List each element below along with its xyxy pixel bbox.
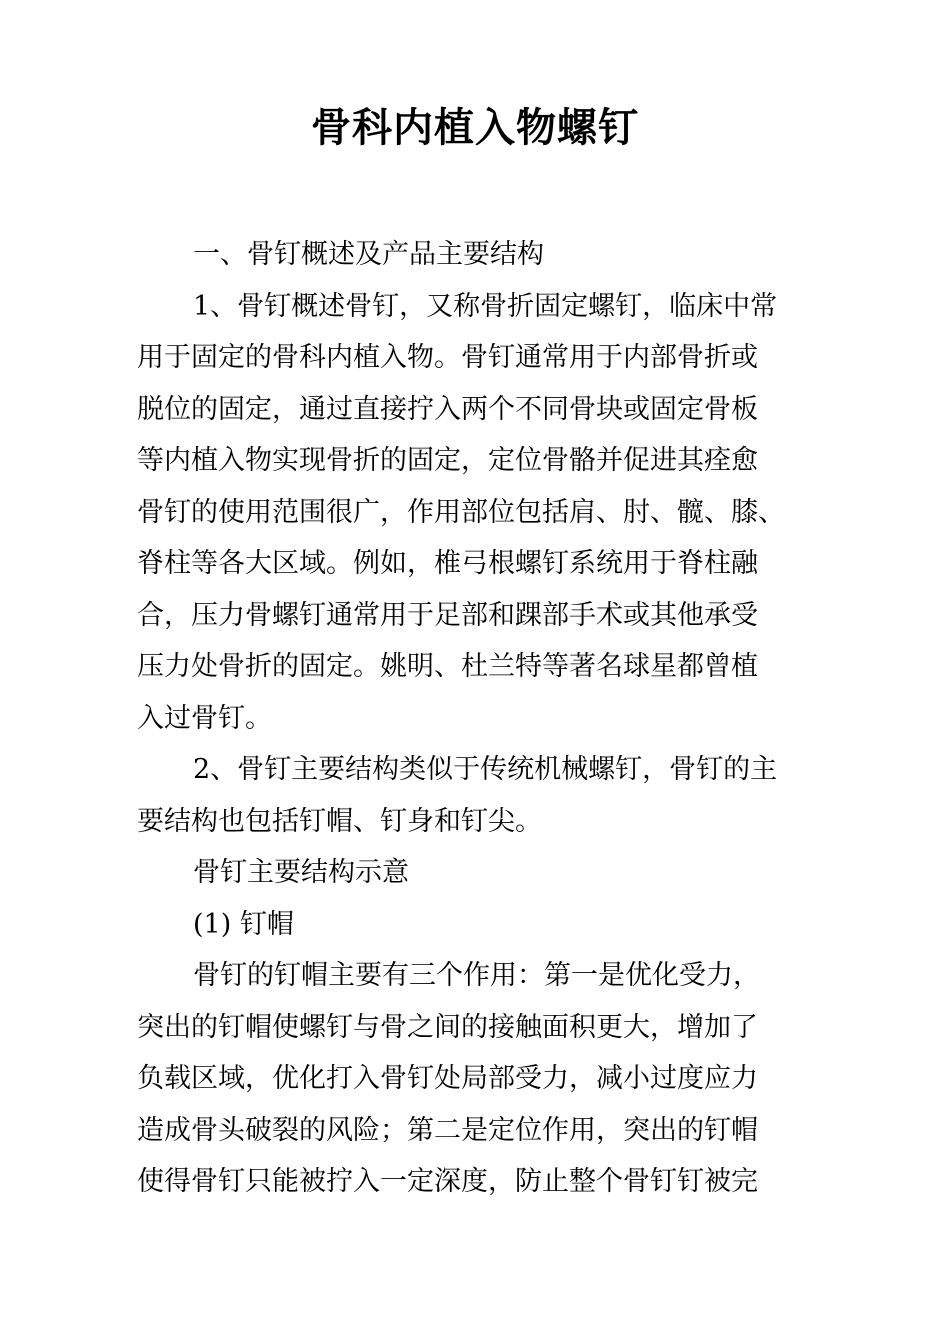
paragraph-line: 造成骨头破裂的风险；第二是定位作用，突出的钉帽 bbox=[137, 1114, 758, 1146]
paragraph-line: 等内植入物实现骨折的固定，定位骨骼并促进其痊愈 bbox=[137, 445, 758, 476]
paragraph-line: 突出的钉帽使螺钉与骨之间的接触面积更大，增加了 bbox=[137, 1011, 758, 1043]
paragraph-line: 压力处骨折的固定。姚明、杜兰特等著名球星都曾植 bbox=[137, 651, 758, 682]
paragraph-line: 入过骨钉。 bbox=[137, 702, 272, 734]
paragraph-line: 脊柱等各大区域。例如，椎弓根螺钉系统用于脊柱融 bbox=[137, 548, 758, 579]
paragraph-line: 1、骨钉概述骨钉，又称骨折固定螺钉，临床中常 bbox=[193, 290, 778, 322]
paragraph-line: 用于固定的骨科内植入物。骨钉通常用于内部骨折或 bbox=[137, 342, 758, 373]
paragraph-line: 使得骨钉只能被拧入一定深度，防止整个骨钉钉被完 bbox=[137, 1166, 758, 1197]
paragraph-line: 负载区域，优化打入骨钉处局部受力，减小过度应力 bbox=[137, 1063, 758, 1094]
figure-caption: 骨钉主要结构示意 bbox=[193, 857, 409, 888]
paragraph-line: 要结构也包括钉帽、钉身和钉尖。 bbox=[137, 805, 542, 837]
document-body bbox=[137, 229, 817, 1208]
section-heading: 一、骨钉概述及产品主要结构 bbox=[193, 239, 544, 270]
page-title: 骨科内植入物螺钉 bbox=[311, 105, 639, 151]
paragraph-line: 骨钉的钉帽主要有三个作用：第一是优化受力， bbox=[193, 960, 760, 991]
paragraph-line: 2、骨钉主要结构类似于传统机械螺钉，骨钉的主 bbox=[193, 754, 778, 785]
subsection-heading: (1) 钉帽 bbox=[193, 908, 294, 940]
paragraph-line: 骨钉的使用范围很广，作用部位包括肩、肘、髋、膝、 bbox=[137, 496, 785, 528]
paragraph-line: 脱位的固定，通过直接拧入两个不同骨块或固定骨板 bbox=[137, 393, 758, 425]
paragraph-line: 合，压力骨螺钉通常用于足部和踝部手术或其他承受 bbox=[137, 599, 758, 631]
